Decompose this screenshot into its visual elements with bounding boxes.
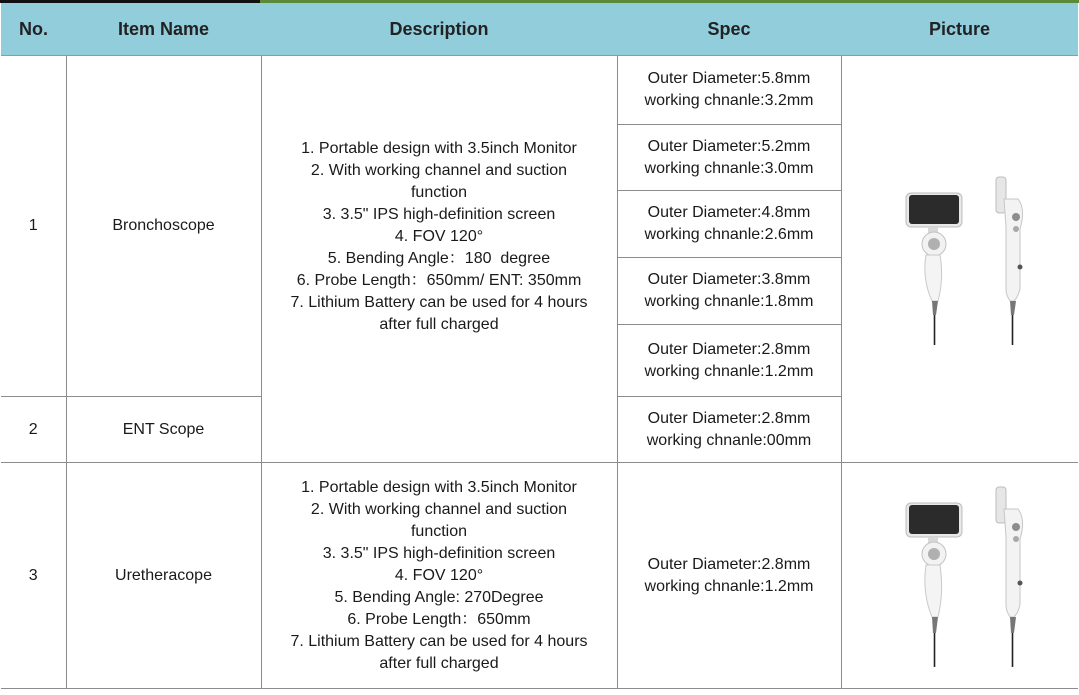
- description-line: 1. Portable design with 3.5inch Monitor: [301, 140, 577, 157]
- outer-diameter: Outer Diameter:5.2mm: [647, 137, 811, 155]
- description-line: function: [410, 184, 468, 201]
- picture-cell: [841, 463, 1078, 689]
- description-line: 6. Probe Length：650mm: [347, 610, 531, 628]
- spec-cell: [617, 397, 841, 463]
- spec-cell: [617, 56, 841, 125]
- description-line: 3. 3.5" IPS high-definition screen: [322, 206, 556, 223]
- outer-diameter: Outer Diameter:4.8mm: [647, 204, 811, 221]
- description-line: after full charged: [379, 654, 499, 672]
- description-cell: [261, 56, 617, 463]
- endoscope-image: [870, 481, 1050, 671]
- working-channel: working chnanle:1.2mm: [644, 577, 814, 595]
- row-number: 1: [1, 56, 66, 397]
- description-line: 3. 3.5" IPS high-definition screen: [322, 544, 556, 562]
- description-line: 2. With working channel and suction: [310, 162, 568, 179]
- description-cell: [261, 463, 617, 689]
- header-row: [1, 3, 1078, 56]
- outer-diameter: Outer Diameter:2.8mm: [647, 555, 811, 573]
- product-spec-table: [1, 3, 1078, 689]
- spec-cell: [617, 325, 841, 397]
- working-channel: working chnanle:1.8mm: [644, 293, 814, 310]
- header-spec: Spec: [617, 3, 841, 56]
- outer-diameter: Outer Diameter:5.8mm: [647, 70, 811, 87]
- description-line: 4. FOV 120°: [394, 228, 484, 245]
- spec-cell: [617, 191, 841, 258]
- working-channel: working chnanle:00mm: [646, 431, 812, 449]
- header-item-name: Item Name: [66, 3, 261, 56]
- working-channel: working chnanle:3.2mm: [644, 92, 814, 109]
- item-name: Uretheracope: [66, 463, 261, 689]
- description-line: 5. Bending Angle: 270Degree: [334, 588, 544, 606]
- picture-cell: [841, 56, 1078, 463]
- table-row: [1, 56, 1078, 125]
- outer-diameter: Outer Diameter:3.8mm: [647, 271, 811, 288]
- description-line: 4. FOV 120°: [394, 566, 484, 584]
- description-line: 1. Portable design with 3.5inch Monitor: [301, 478, 577, 496]
- endoscope-image: [870, 169, 1050, 349]
- row-number: 3: [1, 463, 66, 689]
- row-number: 2: [1, 397, 66, 463]
- table-row: [1, 463, 1078, 689]
- item-name: Bronchoscope: [66, 56, 261, 397]
- spec-cell: [617, 125, 841, 191]
- header-picture: Picture: [841, 3, 1078, 56]
- description-line: 2. With working channel and suction: [310, 500, 568, 518]
- working-channel: working chnanle:3.0mm: [644, 159, 814, 177]
- header-description: Description: [261, 3, 617, 56]
- item-name: ENT Scope: [66, 397, 261, 463]
- description-line: 7. Lithium Battery can be used for 4 hours: [290, 294, 588, 311]
- description-line: 7. Lithium Battery can be used for 4 hours: [290, 632, 588, 650]
- spec-cell: [617, 463, 841, 689]
- description-line: 5. Bending Angle：180 degree: [327, 250, 551, 267]
- description-line: after full charged: [379, 316, 499, 333]
- spec-cell: [617, 258, 841, 325]
- description-line: function: [410, 522, 468, 540]
- working-channel: working chnanle:2.6mm: [644, 226, 814, 243]
- outer-diameter: Outer Diameter:2.8mm: [647, 340, 811, 358]
- description-line: 6. Probe Length：650mm/ ENT: 350mm: [296, 272, 582, 289]
- outer-diameter: Outer Diameter:2.8mm: [647, 409, 811, 427]
- header-no: No.: [1, 3, 66, 56]
- working-channel: working chnanle:1.2mm: [644, 362, 814, 380]
